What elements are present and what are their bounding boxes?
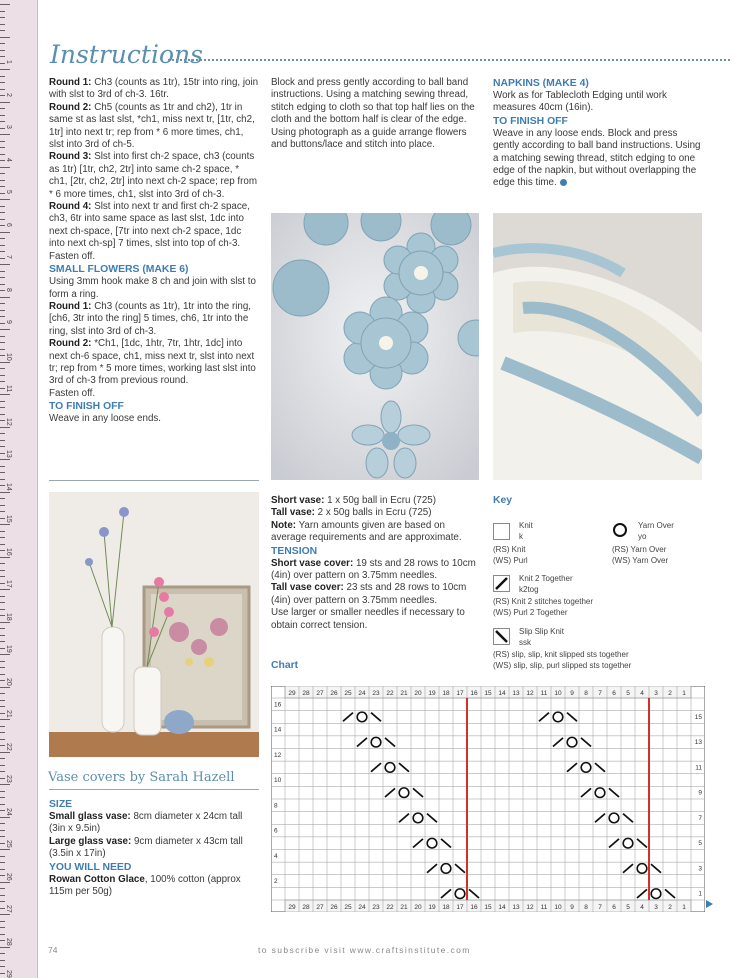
ruler-tick [0,56,5,57]
tension-heading: TENSION [271,545,318,557]
ruler-tick [0,11,5,12]
chart-col-label-bottom: 19 [428,904,436,911]
chart-row-label-left: 10 [274,777,282,785]
you-will-need-heading: YOU WILL NEED [49,861,132,873]
chart-col-label-top: 18 [442,690,450,697]
ruler-number: 25 [5,840,12,848]
knit-symbol-icon [493,523,510,540]
ruler-tick [0,472,5,473]
size-heading: SIZE [49,799,73,810]
ruler-tick [0,414,5,415]
column-3-instructions [493,77,703,190]
chart-col-label-bottom: 24 [358,904,366,911]
column-1-instructions [49,77,259,426]
round-2: Round 2: Ch5 (counts as 1tr and ch2), 1tr in same st as last slst, *ch1, miss next tr, [1tr, ch2, 1tr] into next tr; rep from * 6 more times, ch1, slst into 3rd of ch-5. [49,101,255,151]
ruler-tick [0,492,10,493]
ruler-tick [0,30,5,31]
ruler-tick [0,693,5,694]
ruler-tick [0,901,5,902]
ruler-tick [0,576,5,577]
ruler-tick [0,433,5,434]
chart-col-label-top: 14 [498,690,506,697]
ruler-tick [0,186,5,187]
ruler-tick [0,69,10,70]
ruler-tick [0,329,10,330]
ruler-tick [0,622,10,623]
ruler-tick [0,446,5,447]
chart-col-label-bottom: 16 [470,904,478,911]
block-press-text: Block and press gently according to ball band instructions. Using a matching sewing thread, stitch edging to cloth so that top half lies on the cloth and the bottom half is clear of the edge. Using photograph as a guide arrange flowers and buttons/lace and stitch into place. [271,77,475,151]
vase-covers-photo [49,492,259,757]
ruler-number: 19 [5,645,12,653]
chart-col-label-bottom: 17 [456,904,464,911]
chart-col-label-bottom: 3 [654,904,658,911]
ruler-number: 14 [5,482,12,491]
chart-col-label-bottom: 9 [570,904,574,911]
knitting-chart [271,686,705,912]
chart-col-label-top: 16 [470,690,478,697]
ruler-number: 20 [5,677,12,686]
ruler-tick [0,459,10,460]
to-finish-heading-2: TO FINISH OFF [493,115,568,127]
key-ssk-4: (WS) slip, slip, purl slipped sts together [493,661,632,670]
ruler-number: 28 [5,937,12,946]
key-yo-4: (WS) Yarn Over [612,556,669,565]
ruler-tick [0,544,5,545]
ruler-number: 7 [5,255,12,259]
ruler-number: 23 [5,775,12,783]
ruler-tick [0,407,5,408]
ruler-tick [0,102,10,103]
chart-col-label-bottom: 26 [330,904,338,911]
chart-col-label-top: 11 [540,690,548,697]
chart-col-label-top: 7 [598,690,602,697]
key-ssk-1: Slip Slip Knit [519,627,564,636]
ruler-tick [0,219,5,220]
ruler-tick [0,687,10,688]
ruler-tick [0,37,10,38]
chart-row-label-left: 2 [274,878,278,886]
chart-col-label-top: 15 [484,690,492,697]
ruler-tick [0,524,10,525]
ruler-tick [0,602,5,603]
key-ssk-2: ssk [519,638,531,647]
chart-col-label-top: 22 [386,690,394,697]
ruler-tick [0,719,10,720]
ruler-tick [0,121,5,122]
chart-col-label-top: 9 [570,690,574,697]
ruler-tick [0,895,5,896]
ruler-tick [0,245,5,246]
chart-col-label-bottom: 6 [612,904,616,911]
ruler-tick [0,277,5,278]
ruler-tick [0,953,5,954]
chart-row-label-right: 15 [694,713,702,721]
ruler-tick [0,498,5,499]
chart-col-label-bottom: 23 [372,904,380,911]
ruler-number: 26 [5,872,12,881]
ruler-tick [0,401,5,402]
key-k2tog-2: k2tog [519,585,539,594]
ruler-number: 1 [5,60,12,64]
ruler-tick [0,368,5,369]
chart-col-label-top: 25 [344,690,352,697]
key-knit-2: k [519,532,523,541]
ruler-tick [0,264,10,265]
to-finish-text: Weave in any loose ends. [49,413,162,425]
ruler-tick [0,134,10,135]
ruler-tick [0,147,5,148]
ruler-tick [0,381,5,382]
ruler-number: 17 [5,580,12,588]
chart-col-label-top: 23 [372,690,380,697]
ruler-tick [0,141,5,142]
chart-row-label-right: 13 [694,739,702,747]
ruler-tick [0,375,5,376]
large-vase-size: Large glass vase: 9cm diameter x 43cm tall (3.5in x 17in) [49,835,243,860]
chart-col-label-bottom: 14 [498,904,506,911]
ruler-tick [0,531,5,532]
ruler-tick [0,362,10,363]
chart-col-label-top: 26 [330,690,338,697]
ruler-tick [0,336,5,337]
ruler-tick [0,271,5,272]
ruler-number: 22 [5,742,12,751]
ruler-number: 9 [5,320,12,324]
round-1: Round 1: Ch3 (counts as 1tr), 15tr into ring, join with slst to 3rd of ch-3. 16tr. [49,77,259,101]
small-vase-size: Small glass vase: 8cm diameter x 24cm tall (3in x 9.5in) [49,811,243,835]
ruler-number: 15 [5,515,12,523]
chart-col-label-top: 28 [302,690,310,697]
ruler-tick [0,316,5,317]
key-yo-1: Yarn Over [638,521,674,530]
ruler-number: 21 [5,710,12,718]
short-cover-tension: Short vase cover: 19 sts and 28 rows to 10cm (4in) over pattern on 3.75mm needles. [271,557,476,582]
ruler-tick [0,50,5,51]
sf-round-1: Round 1: Ch3 (counts as 1tr), 1tr into the ring, [ch6, 3tr into the ring] 5 times, ch6, 1tr into the ring, slst into 3rd of ch-3. [49,300,252,337]
ruler-tick [0,24,5,25]
chart-col-label-bottom: 10 [554,904,562,911]
ruler-tick [0,212,5,213]
ruler-tick [0,284,5,285]
chart-col-label-bottom: 13 [512,904,520,911]
napkin-photo [493,213,702,480]
page-title: Instructions [50,40,203,69]
ruler-tick [0,726,5,727]
key-knit-1: Knit [519,521,533,530]
chart-col-label-bottom: 21 [400,904,408,911]
key-knit-3: (RS) Knit [493,545,526,554]
chart-col-label-top: 12 [526,690,534,697]
ruler-tick [0,836,5,837]
napkins-heading: NAPKINS (MAKE 4) [493,78,589,89]
ruler-tick [0,206,5,207]
ruler-tick [0,342,5,343]
chart-col-label-bottom: 12 [526,904,534,911]
measuring-ruler [0,0,38,978]
vase-divider [49,789,259,790]
end-bullet-icon [560,179,567,186]
chart-row-label-left: 12 [274,751,282,759]
ruler-tick [0,700,5,701]
ruler-tick [0,934,5,935]
ruler-number: 13 [5,450,12,458]
chart-row-label-right: 1 [698,890,702,898]
ruler-number: 5 [5,190,12,194]
chart-row-label-left: 14 [274,726,282,734]
ruler-tick [0,89,5,90]
ruler-tick [0,830,5,831]
ruler-number: 6 [5,222,12,227]
chart-col-label-bottom: 5 [626,904,630,911]
page-number: 74 [48,945,58,955]
ruler-tick [0,641,5,642]
section-divider [49,480,259,481]
fasten-off-2: Fasten off. [49,387,96,399]
chart-col-label-top: 21 [400,690,408,697]
ruler-tick [0,914,10,915]
chart-col-label-top: 2 [668,690,672,697]
chart-col-label-top: 17 [456,690,464,697]
ruler-tick [0,596,5,597]
ruler-tick [0,784,10,785]
chart-col-label-bottom: 15 [484,904,492,911]
chart-col-label-top: 3 [654,690,658,697]
chart-col-label-top: 29 [288,690,296,697]
ruler-tick [0,674,5,675]
yarn-and-tension [271,495,483,632]
chart-col-label-top: 1 [682,690,686,697]
to-finish-heading: TO FINISH OFF [49,401,124,413]
ruler-tick [0,960,5,961]
ruler-tick [0,537,5,538]
ruler-tick [0,758,5,759]
ruler-tick [0,862,5,863]
key-k2tog-4: (WS) Purl 2 Together [493,608,568,617]
ruler-number: 3 [5,125,12,129]
chart-col-label-bottom: 8 [584,904,588,911]
ruler-tick [0,394,10,395]
chart-col-label-top: 20 [414,690,422,697]
key-yo-2: yo [638,532,647,541]
crochet-flowers-photo [271,213,479,480]
ruler-tick [0,108,5,109]
chart-col-label-top: 5 [626,690,630,697]
ruler-tick [0,570,5,571]
ruler-number: 10 [5,352,12,361]
ruler-tick [0,427,10,428]
ruler-tick [0,440,5,441]
ruler-tick [0,511,5,512]
ruler-tick [0,823,5,824]
chart-row-label-right: 11 [695,764,702,772]
key-ssk-3: (RS) slip, slip, knit slipped sts together [493,650,629,659]
ruler-tick [0,667,5,668]
title-dotted-rule [168,59,730,61]
chart-col-label-bottom: 22 [386,904,394,911]
ruler-tick [0,654,10,655]
ruler-tick [0,251,5,252]
ruler-tick [0,43,5,44]
yarn-note: Note: Yarn amounts given are based on average requirements and are approximate. [271,519,462,544]
ruler-tick [0,791,5,792]
chart-col-label-bottom: 2 [668,904,672,911]
chart-col-label-bottom: 25 [344,904,352,911]
chart-col-label-bottom: 1 [682,904,686,911]
key-yo-3: (RS) Yarn Over [612,545,667,554]
chart-col-label-top: 8 [584,690,588,697]
continue-arrow-icon [706,900,713,908]
ruler-number: 16 [5,547,12,556]
tall-vase-yarn: Tall vase: 2 x 50g balls in Ecru (725) [271,507,432,519]
ruler-number: 11 [5,385,12,393]
chart-col-label-top: 10 [554,690,562,697]
chart-col-label-bottom: 29 [288,904,296,911]
chart-row-label-left: 4 [274,852,278,860]
ruler-tick [0,557,10,558]
ruler-tick [0,17,5,18]
chart-col-label-top: 19 [428,690,436,697]
chart-row-label-right: 7 [698,814,702,822]
ruler-tick [0,628,5,629]
napkins-text: Work as for Tablecloth Edging until work measures 40cm (16in). [493,90,667,114]
chart-col-label-bottom: 27 [316,904,324,911]
ruler-tick [0,589,10,590]
ruler-tick [0,479,5,480]
chart-row-label-left: 6 [274,827,278,835]
ruler-tick [0,765,5,766]
chart-col-label-top: 4 [640,690,644,697]
ruler-tick [0,882,10,883]
round-3: Round 3: Slst into first ch-2 space, ch3 (counts as 1tr) [1tr, ch2, 2tr] into same ch-2 space, * ch1, [2tr, ch2, 2tr] into next ch-2 space; rep from * 6 more times, ch1, slst into 3rd of ch-3. [49,151,258,200]
ruler-number: 12 [5,417,12,426]
chart-row-label-right: 9 [698,789,702,797]
key-heading: Key [493,495,513,506]
ruler-tick [0,154,5,155]
to-finish-text-2: Weave in any loose ends. Block and press gently according to ball band instructions. Using a matching sewing thread, stitch edging to one edge of the napkin, but without overlapping the edge this time. [493,127,701,189]
chart-col-label-bottom: 18 [442,904,450,911]
chart-col-label-bottom: 7 [598,904,602,911]
chart-col-label-bottom: 11 [540,904,548,911]
ruler-tick [0,349,5,350]
subscribe-footer: to subscribe visit www.craftsinstitute.com [258,945,471,955]
ruler-tick [0,303,5,304]
ruler-number: 4 [5,157,12,162]
ruler-tick [0,167,10,168]
ruler-tick [0,4,10,5]
small-flowers-heading: SMALL FLOWERS (MAKE 6) [49,264,189,276]
k2tog-symbol-icon [493,575,510,592]
small-flowers-intro: Using 3mm hook make 8 ch and join with slst to form a ring. [49,276,256,300]
fasten-off: Fasten off. [49,250,96,262]
ruler-tick [0,739,5,740]
tall-cover-tension: Tall vase cover: 23 sts and 28 rows to 10cm (4in) over pattern on 3.75mm needles. [271,582,467,606]
vase-covers-caption: Vase covers by Sarah Hazell [48,770,235,785]
ruler-tick [0,180,5,181]
ruler-tick [0,466,5,467]
ruler-number: 18 [5,612,12,621]
ruler-tick [0,752,10,753]
ruler-tick [0,869,5,870]
round-4: Round 4: Slst into next tr and first ch-2 space, ch3, 6tr into same space as last slst, 1dc into next ch-space, [7tr into next ch-2 space, 1dc into next ch-sp] 7 times, slst into top of ch-3. [49,201,250,250]
chart-heading: Chart [271,660,299,671]
ruler-number: 27 [5,905,12,913]
chart-row-label-left: 8 [274,802,278,810]
chart-col-label-top: 27 [316,690,324,697]
chart-col-label-top: 24 [358,690,366,697]
ruler-tick [0,76,5,77]
chart-col-label-bottom: 20 [414,904,422,911]
chart-col-label-bottom: 4 [640,904,644,911]
ruler-tick [0,921,5,922]
ruler-tick [0,856,5,857]
tension-note: Use larger or smaller needles if necessary to obtain correct tension. [271,607,465,631]
chart-row-label-left: 16 [274,701,282,709]
ruler-tick [0,505,5,506]
ruler-tick [0,804,5,805]
ruler-tick [0,635,5,636]
ruler-tick [0,661,5,662]
ruler-tick [0,609,5,610]
ruler-tick [0,115,5,116]
vase-details [49,798,259,898]
ruler-number: 2 [5,92,12,97]
chart-col-label-top: 13 [512,690,520,697]
ruler-number: 29 [5,970,12,978]
short-vase-yarn: Short vase: 1 x 50g ball in Ecru (725) [271,495,437,506]
ssk-symbol-icon [493,628,510,645]
ruler-tick [0,732,5,733]
chart-col-label-bottom: 28 [302,904,310,911]
yarn-need: Rowan Cotton Glace, 100% cotton (approx 115m per 50g) [49,873,241,898]
ruler-number: 8 [5,287,12,292]
ruler-tick [0,771,5,772]
key-k2tog-1: Knit 2 Together [519,574,573,583]
ruler-tick [0,888,5,889]
ruler-tick [0,849,10,850]
ruler-tick [0,297,10,298]
ruler-tick [0,706,5,707]
sf-round-2: Round 2: *Ch1, [1dc, 1htr, 7tr, 1htr, 1dc] into next ch-6 space, ch1, miss next tr, slst into next tr; rep from * 5 more times, working last slst into 3rd of ch-3 from previous round. [49,338,256,387]
ruler-tick [0,797,5,798]
chart-row-label-right: 3 [698,865,702,873]
column-2-instructions [271,77,481,151]
ruler-tick [0,238,5,239]
ruler-tick [0,817,10,818]
chart-row-label-right: 5 [698,840,702,848]
ruler-tick [0,310,5,311]
ruler-tick [0,966,5,967]
ruler-tick [0,199,10,200]
key-k2tog-3: (RS) Knit 2 stitches together [493,597,594,606]
chart-col-label-top: 6 [612,690,616,697]
ruler-tick [0,927,5,928]
ruler-tick [0,232,10,233]
ruler-tick [0,563,5,564]
ruler-number: 24 [5,807,12,816]
yarn-over-symbol-icon [613,523,627,537]
ruler-tick [0,947,10,948]
key-knit-4: (WS) Purl [493,556,528,565]
ruler-tick [0,82,5,83]
ruler-tick [0,173,5,174]
